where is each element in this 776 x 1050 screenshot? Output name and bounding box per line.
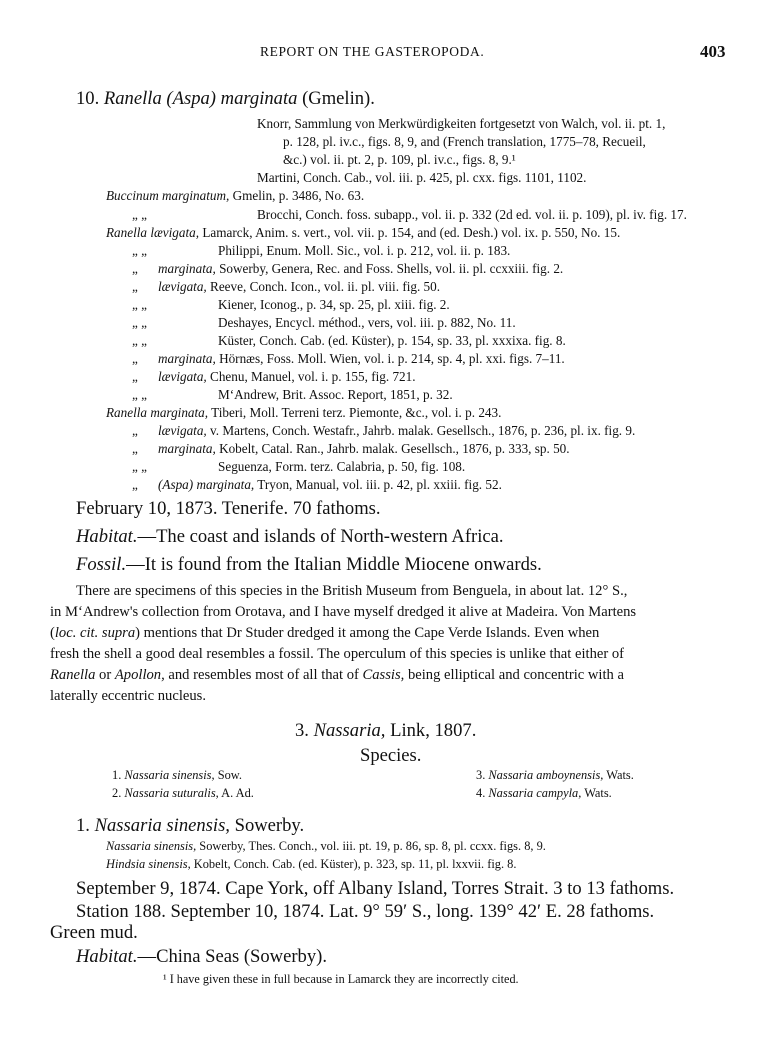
ditto-mark: „ „ [132,459,148,474]
reference-line: Ranella lævigata, Lamarck, Anim. s. vert., vol. vii. p. 154, and (ed. Desh.) vol. ix. p. 550, No. 15. [106,225,621,240]
paragraph-line: There are specimens of this species in the British Museum from Benguela, in about lat. 12° S., [76,583,628,599]
paragraph-line: laterally eccentric nucleus. [50,688,206,704]
reference-line: p. 128, pl. iv.c., figs. 8, 9, and (French translation, 1775–78, Recueil, [283,134,646,149]
habitat-line: Habitat.—The coast and islands of North-western Africa. [76,526,504,547]
ditto-mark: „ [132,441,138,456]
reference-line: Küster, Conch. Cab. (ed. Küster), p. 154, sp. 33, pl. xxxixa. fig. 8. [218,333,566,348]
ditto-mark: „ „ [132,333,148,348]
reference-line: Brocchi, Conch. foss. subapp., vol. ii. p. 332 (2d ed. vol. ii. p. 109), pl. iv. fig. 17. [257,207,687,222]
paragraph-line: (loc. cit. supra) mentions that Dr Studer dredged it among the Cape Verde Islands. Even when [50,625,600,641]
reference-line: marginata, Kobelt, Catal. Ran., Jahrb. malak. Gesellsch., 1876, p. 333, sp. 50. [158,441,570,456]
running-title: REPORT ON THE GASTEROPODA. [260,44,485,59]
species-list-item: 1. Nassaria sinensis, Sow. [112,768,243,782]
reference-line: lævigata, Reeve, Conch. Icon., vol. ii. pl. viii. fig. 50. [158,279,441,294]
species-heading: 1. Nassaria sinensis, Sowerby. [76,815,305,836]
paragraph-line: Ranella or Apollon, and resembles most of all that of Cassis, being elliptical and concentric with a [50,667,624,683]
habitat-line: Habitat.—China Seas (Sowerby). [76,946,327,967]
reference-line: Philippi, Enum. Moll. Sic., vol. i. p. 212, vol. ii. p. 183. [218,243,511,258]
station-line: February 10, 1873. Tenerife. 70 fathoms. [76,498,381,519]
ditto-mark: „ [132,351,138,366]
ditto-mark: „ [132,477,138,492]
reference-line: lævigata, Chenu, Manuel, vol. i. p. 155, fig. 721. [158,369,416,384]
ditto-mark: „ [132,423,138,438]
species-list-heading: Species. [360,745,422,766]
ditto-mark: „ „ [132,243,148,258]
species-list-item: 2. Nassaria suturalis, A. Ad. [112,786,254,800]
ditto-mark: „ „ [132,315,148,330]
reference-line: Deshayes, Encycl. méthod., vers, vol. iii. p. 882, No. 11. [218,315,516,330]
reference-line: Knorr, Sammlung von Merkwürdigkeiten fortgesetzt von Walch, vol. ii. pt. 1, [257,116,666,131]
reference-line: lævigata, v. Martens, Conch. Westafr., Jahrb. malak. Gesellsch., 1876, p. 236, pl. ix. fig. 9. [158,423,636,438]
species-list-item: 3. Nassaria amboynensis, Wats. [476,768,634,782]
species-subgenus: (Aspa) [166,88,216,109]
species-genus: Ranella [103,88,162,109]
station-line: Station 188. September 10, 1874. Lat. 9° 59′ S., long. 139° 42′ E. 28 fathoms. [76,901,655,922]
paragraph-line: fresh the shell a good deal resembles a fossil. The operculum of this species is unlike that either of [50,646,625,662]
reference-line: Ranella marginata, Tiberi, Moll. Terreni terz. Piemonte, &c., vol. i. p. 243. [106,405,502,420]
ditto-mark: „ „ [132,207,148,222]
station-line: September 9, 1874. Cape York, off Albany Island, Torres Strait. 3 to 13 fathoms. [76,878,675,899]
reference-line: (Aspa) marginata, Tryon, Manual, vol. iii. p. 42, pl. xxiii. fig. 52. [158,477,502,492]
reference-line: Hindsia sinensis, Kobelt, Conch. Cab. (ed. Küster), p. 323, sp. 11, pl. lxxvii. fig. 8. [106,857,517,871]
ditto-mark: „ [132,279,138,294]
footnote: ¹ I have given these in full because in Lamarck they are incorrectly cited. [163,972,519,986]
page-number: 403 [700,42,726,61]
reference-line: marginata, Sowerby, Genera, Rec. and Foss. Shells, vol. ii. pl. ccxxiii. fig. 2. [158,261,564,276]
species-author: (Gmelin). [302,88,375,109]
species-number: 10. [76,88,100,109]
reference-line: Nassaria sinensis, Sowerby, Thes. Conch., vol. iii. pt. 19, p. 86, sp. 8, pl. ccxx. figs. 8, 9. [106,839,546,853]
species-epithet: marginata [220,88,298,109]
species-list-item: 4. Nassaria campyla, Wats. [476,786,612,800]
station-line: Green mud. [50,922,138,943]
reference-line: marginata, Hörnæs, Foss. Moll. Wien, vol. i. p. 214, sp. 4, pl. xxi. figs. 7–11. [158,351,565,366]
reference-line: Martini, Conch. Cab., vol. iii. p. 425, pl. cxx. figs. 1101, 1102. [257,170,587,185]
fossil-line: Fossil.—It is found from the Italian Middle Miocene onwards. [76,554,542,575]
ditto-mark: „ [132,261,138,276]
reference-line: &c.) vol. ii. pt. 2, p. 109, pl. iv.c., figs. 8, 9.¹ [283,152,516,167]
reference-line: Buccinum marginatum, Gmelin, p. 3486, No. 63. [106,188,365,203]
reference-line: Kiener, Iconog., p. 34, sp. 25, pl. xiii. fig. 2. [218,297,450,312]
ditto-mark: „ [132,369,138,384]
ditto-mark: „ „ [132,387,148,402]
ditto-mark: „ „ [132,297,148,312]
reference-line: Seguenza, Form. terz. Calabria, p. 50, fig. 108. [218,459,466,474]
paragraph-line: in M‘Andrew's collection from Orotava, and I have myself dredged it alive at Madeira. Von Martens [50,604,637,620]
reference-line: M‘Andrew, Brit. Assoc. Report, 1851, p. 32. [218,387,453,402]
species-heading [76,88,375,110]
genus-heading: 3. Nassaria, Link, 1807. [295,720,477,741]
